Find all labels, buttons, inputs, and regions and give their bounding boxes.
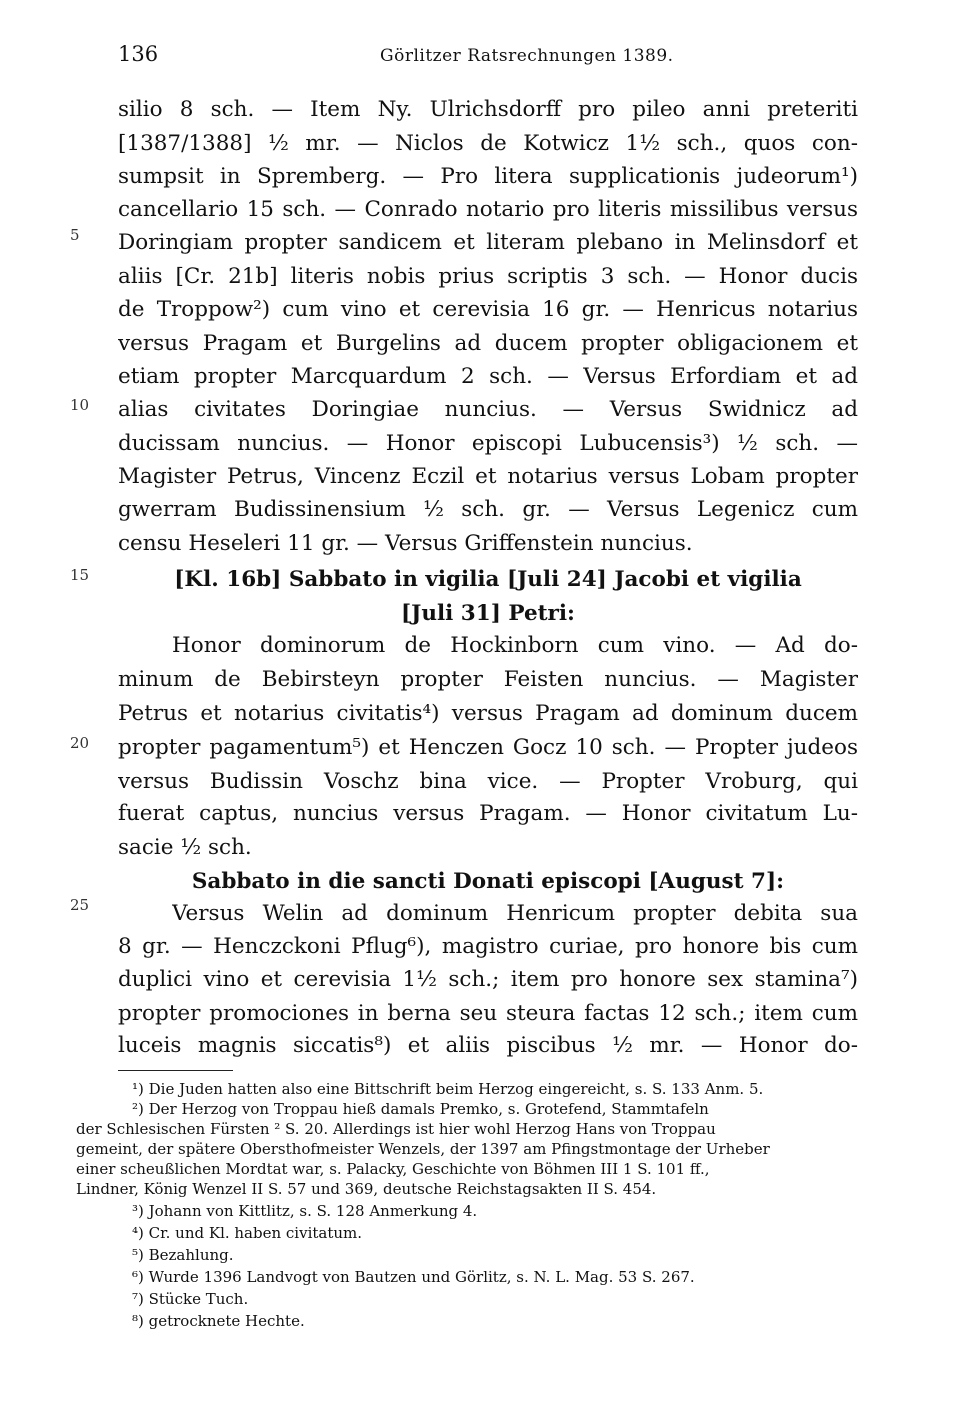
text-line: sacie ½ sch. bbox=[118, 835, 252, 860]
section-heading: [Juli 31] Petri: bbox=[400, 601, 575, 626]
page-number: 136 bbox=[118, 42, 159, 66]
footnote: ²) Der Herzog von Troppau hieß damals Premko, s. Grotefend, Stammtafeln bbox=[132, 1100, 709, 1118]
text-line: 8 gr. — Henczckoni Pflug⁶), magistro curiae, pro honore bis cum bbox=[118, 934, 858, 959]
text-line: silio 8 sch. — Item Ny. Ulrichsdorff pro pileo anni preteriti bbox=[118, 97, 858, 122]
text-line: de Troppow²) cum vino et cerevisia 16 gr. — Henricus notarius bbox=[118, 297, 858, 322]
text-line: fuerat captus, nuncius versus Pragam. — Honor civitatum Lu- bbox=[118, 801, 858, 826]
line-number: 20 bbox=[70, 734, 90, 752]
text-line: versus Pragam et Burgelins ad ducem propter obligacionem et bbox=[118, 331, 858, 356]
line-number: 5 bbox=[70, 226, 80, 244]
footnote: ⁷) Stücke Tuch. bbox=[132, 1290, 249, 1308]
text-line: sumpsit in Spremberg. — Pro litera supplicationis judeorum¹) bbox=[118, 164, 858, 189]
text-line: [1387/1388] ½ mr. — Niclos de Kotwicz 1½ sch., quos con- bbox=[118, 131, 858, 156]
text-line: propter pagamentum⁵) et Henczen Gocz 10 sch. — Propter judeos bbox=[118, 735, 858, 760]
line-number: 15 bbox=[70, 566, 90, 584]
page-header bbox=[118, 42, 858, 72]
text-line: Versus Welin ad dominum Henricum propter debita sua bbox=[172, 901, 858, 926]
footnote: ⁶) Wurde 1396 Landvogt von Bautzen und Görlitz, s. N. L. Mag. 53 S. 267. bbox=[132, 1268, 695, 1286]
line-number: 10 bbox=[70, 396, 90, 414]
footnote: ³) Johann von Kittlitz, s. S. 128 Anmerkung 4. bbox=[132, 1202, 478, 1220]
text-line: alias civitates Doringiae nuncius. — Versus Swidnicz ad bbox=[118, 397, 858, 422]
footnote: ¹) Die Juden hatten also eine Bittschrift beim Herzog eingereicht, s. S. 133 Anm. 5. bbox=[132, 1080, 764, 1098]
footnote: Lindner, König Wenzel II S. 57 und 369, deutsche Reichstagsakten II S. 454. bbox=[76, 1180, 657, 1198]
footnote: ⁸) getrocknete Hechte. bbox=[132, 1312, 305, 1330]
line-number: 25 bbox=[70, 896, 90, 914]
text-line: gwerram Budissinensium ½ sch. gr. — Versus Legenicz cum bbox=[118, 497, 858, 522]
footnote: gemeint, der spätere Obersthofmeister Wenzels, der 1397 am Pfingstmontage der Urheber bbox=[76, 1140, 770, 1158]
text-line: Doringiam propter sandicem et literam plebano in Melinsdorf et bbox=[118, 230, 858, 255]
text-line: ducissam nuncius. — Honor episcopi Lubucensis³) ½ sch. — bbox=[118, 431, 858, 456]
footnote: ⁴) Cr. und Kl. haben civitatum. bbox=[132, 1224, 363, 1242]
section-heading: Sabbato in die sancti Donati episcopi [August 7]: bbox=[191, 869, 785, 894]
text-line: Magister Petrus, Vincenz Eczil et notarius versus Lobam propter bbox=[118, 464, 858, 489]
text-line: luceis magnis siccatis⁸) et aliis piscibus ½ mr. — Honor do- bbox=[118, 1033, 858, 1058]
footnote: der Schlesischen Fürsten ² S. 20. Allerdings ist hier wohl Herzog Hans von Troppau bbox=[76, 1120, 716, 1138]
footnote: einer scheußlichen Mordtat war, s. Palacky, Geschichte von Böhmen III 1 S. 101 ff., bbox=[76, 1160, 710, 1178]
footnote-rule bbox=[118, 1070, 233, 1071]
text-line: propter promociones in berna seu steura factas 12 sch.; item cum bbox=[118, 1001, 858, 1026]
text-line: duplici vino et cerevisia 1½ sch.; item pro honore sex stamina⁷) bbox=[118, 967, 858, 992]
section-heading: [Kl. 16b] Sabbato in vigilia [Juli 24] Jacobi et vigilia bbox=[174, 567, 802, 592]
text-line: versus Budissin Voschz bina vice. — Propter Vroburg, qui bbox=[118, 769, 858, 794]
text-line: censu Heseleri 11 gr. — Versus Griffenstein nuncius. bbox=[118, 531, 693, 556]
running-title: Görlitzer Ratsrechnungen 1389. bbox=[380, 46, 674, 66]
text-line: aliis [Cr. 21b] literis nobis prius scriptis 3 sch. — Honor ducis bbox=[118, 264, 858, 289]
text-line: Honor dominorum de Hockinborn cum vino. — Ad do- bbox=[172, 633, 858, 658]
text-line: minum de Bebirsteyn propter Feisten nuncius. — Magister bbox=[118, 667, 858, 692]
text-line: etiam propter Marcquardum 2 sch. — Versus Erfordiam et ad bbox=[118, 364, 858, 389]
text-line: Petrus et notarius civitatis⁴) versus Pragam ad dominum ducem bbox=[118, 701, 858, 726]
text-line: cancellario 15 sch. — Conrado notario pro literis missilibus versus bbox=[118, 197, 858, 222]
footnote: ⁵) Bezahlung. bbox=[132, 1246, 234, 1264]
